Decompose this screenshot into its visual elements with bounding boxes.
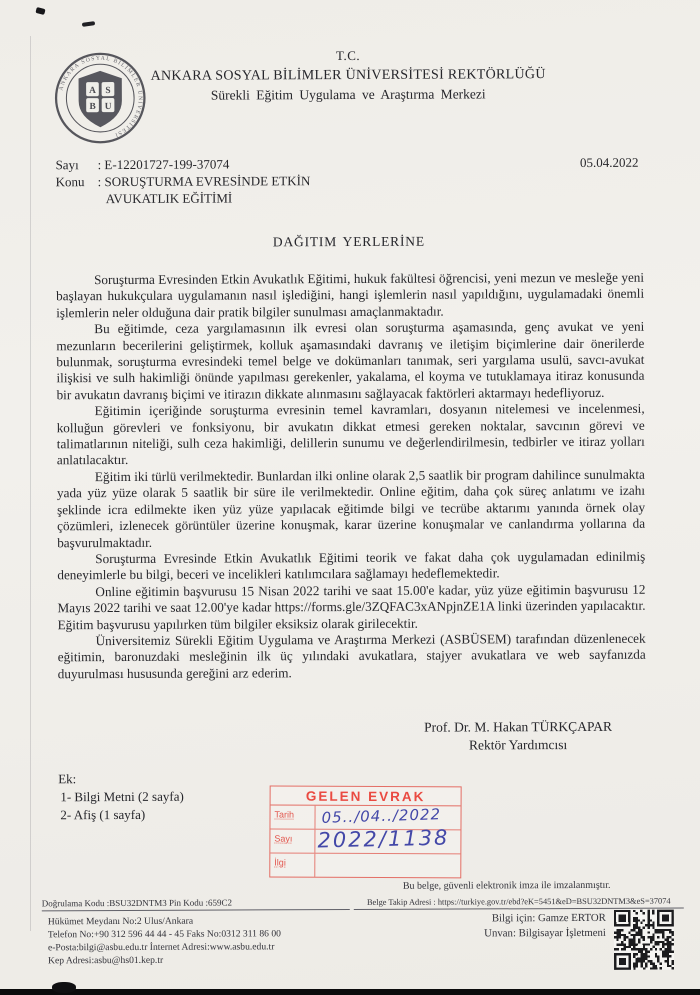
konu-value-line2: AVUKATLIK EĞİTİMİ — [105, 190, 233, 207]
stamp-label-ilgi: İlgi — [270, 854, 315, 877]
paragraph: Eğitimin içeriğinde soruşturma evresinin temel kavramları, dosyanın nitelemesi ve incelenmesi, kolluğun görevleri ve fonksiyonu, bir avukatın dikkat etmesi gereken noktalar, savcının görevi ve talimatlarının niteliği, sulh ceza hakimliği, delillerin sunumu ve değerlendirilmesin, tedbirler ve itiraz yolları anlatılacaktır. — [56, 400, 645, 468]
paragraph-with-application-link: Online eğitimin başvurusu 15 Nisan 2022 tarihi ve saat 15.00'e kadar, yüz yüze eğitimin başvurusu 12 Mayıs 2022 tarihi ve saat 12.00'ye kadar https://forms.gle/3ZQFAC3xANpjnZE1A linki üzerinden yapılacaktır. Eğitim başvurusu yapılırken tüm bilgiler eksiksiz olarak girilecektir. — [57, 581, 646, 632]
postal-address: Hükümet Meydanı No:2 Ulus/Ankara — [47, 915, 194, 928]
seal-letter: A — [89, 86, 96, 97]
stamp-label-sayi: Sayı — [270, 830, 315, 853]
paragraph: Soruşturma Evresinden Etkin Avukatlık Eğitimi, hukuk fakültesi öğrencisi, yeni mezun ve mesleğe yeni başlayan hukukçulara uygulamanın nasıl işlediğini, hangi işlemlerin nasıl yapıldığını, uygulamadaki önemli işlemlerin neler olduğuna dair pratik bilgiler sunulması amaçlanmaktadır. — [56, 269, 645, 321]
seal-letter: U — [104, 101, 112, 112]
stamp-value-ilgi — [315, 854, 460, 878]
paragraph: Üniversitemiz Sürekli Eğitim Uygulama ve Araştırma Merkezi (ASBÜSEM) tarafından düzenlenecek eğitimin, baronuzdaki mesleğinin ilk üç yılındaki avukatlara, stajyer avukatlara ve web sayfanızda duyurulması hususunda gereğini arz ederim. — [57, 630, 646, 682]
seal-letter: S — [105, 85, 111, 96]
signer-name: Prof. Dr. M. Hakan TÜRKÇAPAR — [424, 719, 612, 735]
scan-bottom-edge — [0, 989, 700, 995]
verification-code: Doğrulama Kodu :BSU32DNTM3 Pin Kodu :659C2 — [42, 897, 350, 911]
konu-value: : SORUŞTURMA EVRESİNDE ETKİN — [97, 173, 311, 190]
signer-title: Rektör Yardımcısı — [468, 737, 568, 753]
letter-body — [56, 270, 646, 683]
letterhead-university: ANKARA SOSYAL BİLİMLER ÜNİVERSİTESİ REKTÖRLÜĞÜ — [150, 67, 546, 84]
contact-address-block — [48, 914, 281, 967]
paragraph: Soruşturma Evresinde Etkin Avukatlık Eğitimi teorik ve fakat daha çok uygulamadan edinilmiş deneyimlerle bu bilgi, beceri ve incelikleri katılımcılara sağlamayı hedeflemektedir. — [57, 548, 646, 583]
signature-block — [383, 718, 653, 755]
sayi-label: Sayı — [55, 157, 79, 173]
seal-ring-text: ANKARA SOSYAL BİLİMLER ÜNİVERSİTESİ — [58, 55, 143, 138]
tracking-address: Belge Takip Adresi : https://turkiye.gov.tr/ebd?eK=5451&eD=BSU32DNTM3&eS=37074 — [354, 897, 684, 910]
attachment-item: 1- Bilgi Metni (2 sayfa) — [60, 788, 184, 805]
seal-icon — [53, 51, 147, 145]
stamp-title: GELEN EVRAK — [271, 787, 461, 807]
letterhead-country: T.C. — [335, 47, 361, 64]
university-seal-logo — [53, 51, 147, 145]
letterhead-department: Sürekli Eğitim Uygulama ve Araştırma Merkezi — [210, 86, 486, 103]
salutation: DAĞITIM YERLERİNE — [272, 233, 425, 250]
contact-person-title: Unvan: Bilgisayar İşletmeni — [484, 926, 606, 940]
sayi-value: : E-12201727-199-37074 — [97, 156, 230, 173]
handwritten-date: 05../04../2022 — [321, 805, 442, 827]
attachments-label: Ek: — [58, 771, 77, 787]
paragraph: Bu eğitimde, ceza yargılamasının ilk evresi olan soruşturma aşamasında, genç avukat ve yeni mezunların becerilerini geliştirmek, kolluk aşamasındaki davranış ve iletişim biçimlerine dair önerilerde bulunmak, soruşturma evresindeki temel belge ve dokümanları tanımak, seri yargılama usulü, savcı-avukat ilişkisi ve sulh hakimliği önünde yapılması gerekenler, yakalama, el koyma ve tutuklamaya itiraz konusunda bir avukatın davranış biçimi ve itirazın dikkate alınmasını sağlayacak faktörleri aktarmayı hedefliyoruz. — [56, 318, 645, 403]
contact-person: Bilgi için: Gamze ERTOR — [491, 911, 606, 925]
incoming-document-stamp — [269, 786, 461, 879]
stamp-label-tarih: Tarih — [270, 806, 315, 829]
e-signature-note: Bu belge, güvenli elektronik imza ile imzalanmıştır. — [402, 879, 611, 892]
contact-person-block — [484, 911, 606, 942]
stamp-value-sayi — [315, 825, 460, 854]
handwritten-number: 2022/1138 — [317, 825, 450, 853]
qr-code-icon — [614, 910, 674, 970]
konu-label: Konu — [55, 174, 85, 190]
seal-letter: B — [89, 102, 96, 113]
attachment-item: 2- Afiş (1 sayfa) — [60, 807, 146, 823]
document-date: 05.04.2022 — [580, 154, 639, 170]
letterhead — [0, 0, 698, 138]
phone-fax: Telefon No:+90 312 596 44 44 - 45 Faks No:0312 311 86 00 — [47, 928, 281, 941]
document-meta — [56, 154, 642, 208]
email-web: e-Posta:bilgi@asbu.edu.tr İnternet Adresi:www.asbu.edu.tr — [47, 941, 275, 954]
paragraph: Eğitim iki türlü verilmektedir. Bunlardan ilki online olarak 2,5 saatlik bir program dahilince sunulmakta yada yüz yüze olarak 5 saatlik bir süre ile verilmektedir. Online eğitim, daha çok süreç anlatımı ve izahı şeklinde icra edilmekte iken yüz yüze yapılacak eğitimde bilgi ve tecrübe aktarımı yanında örnek olay çözümleri, izlenecek görüntüler üzerine konuşmak, karar üzerine konuşmalar ve canlandırma yollarına da başvurulmaktadır. — [56, 466, 646, 550]
scan-artifact-blob — [52, 982, 76, 993]
kep-address: Kep Adresi:asbu@hs01.kep.tr — [47, 954, 164, 967]
qr-code — [614, 910, 674, 970]
